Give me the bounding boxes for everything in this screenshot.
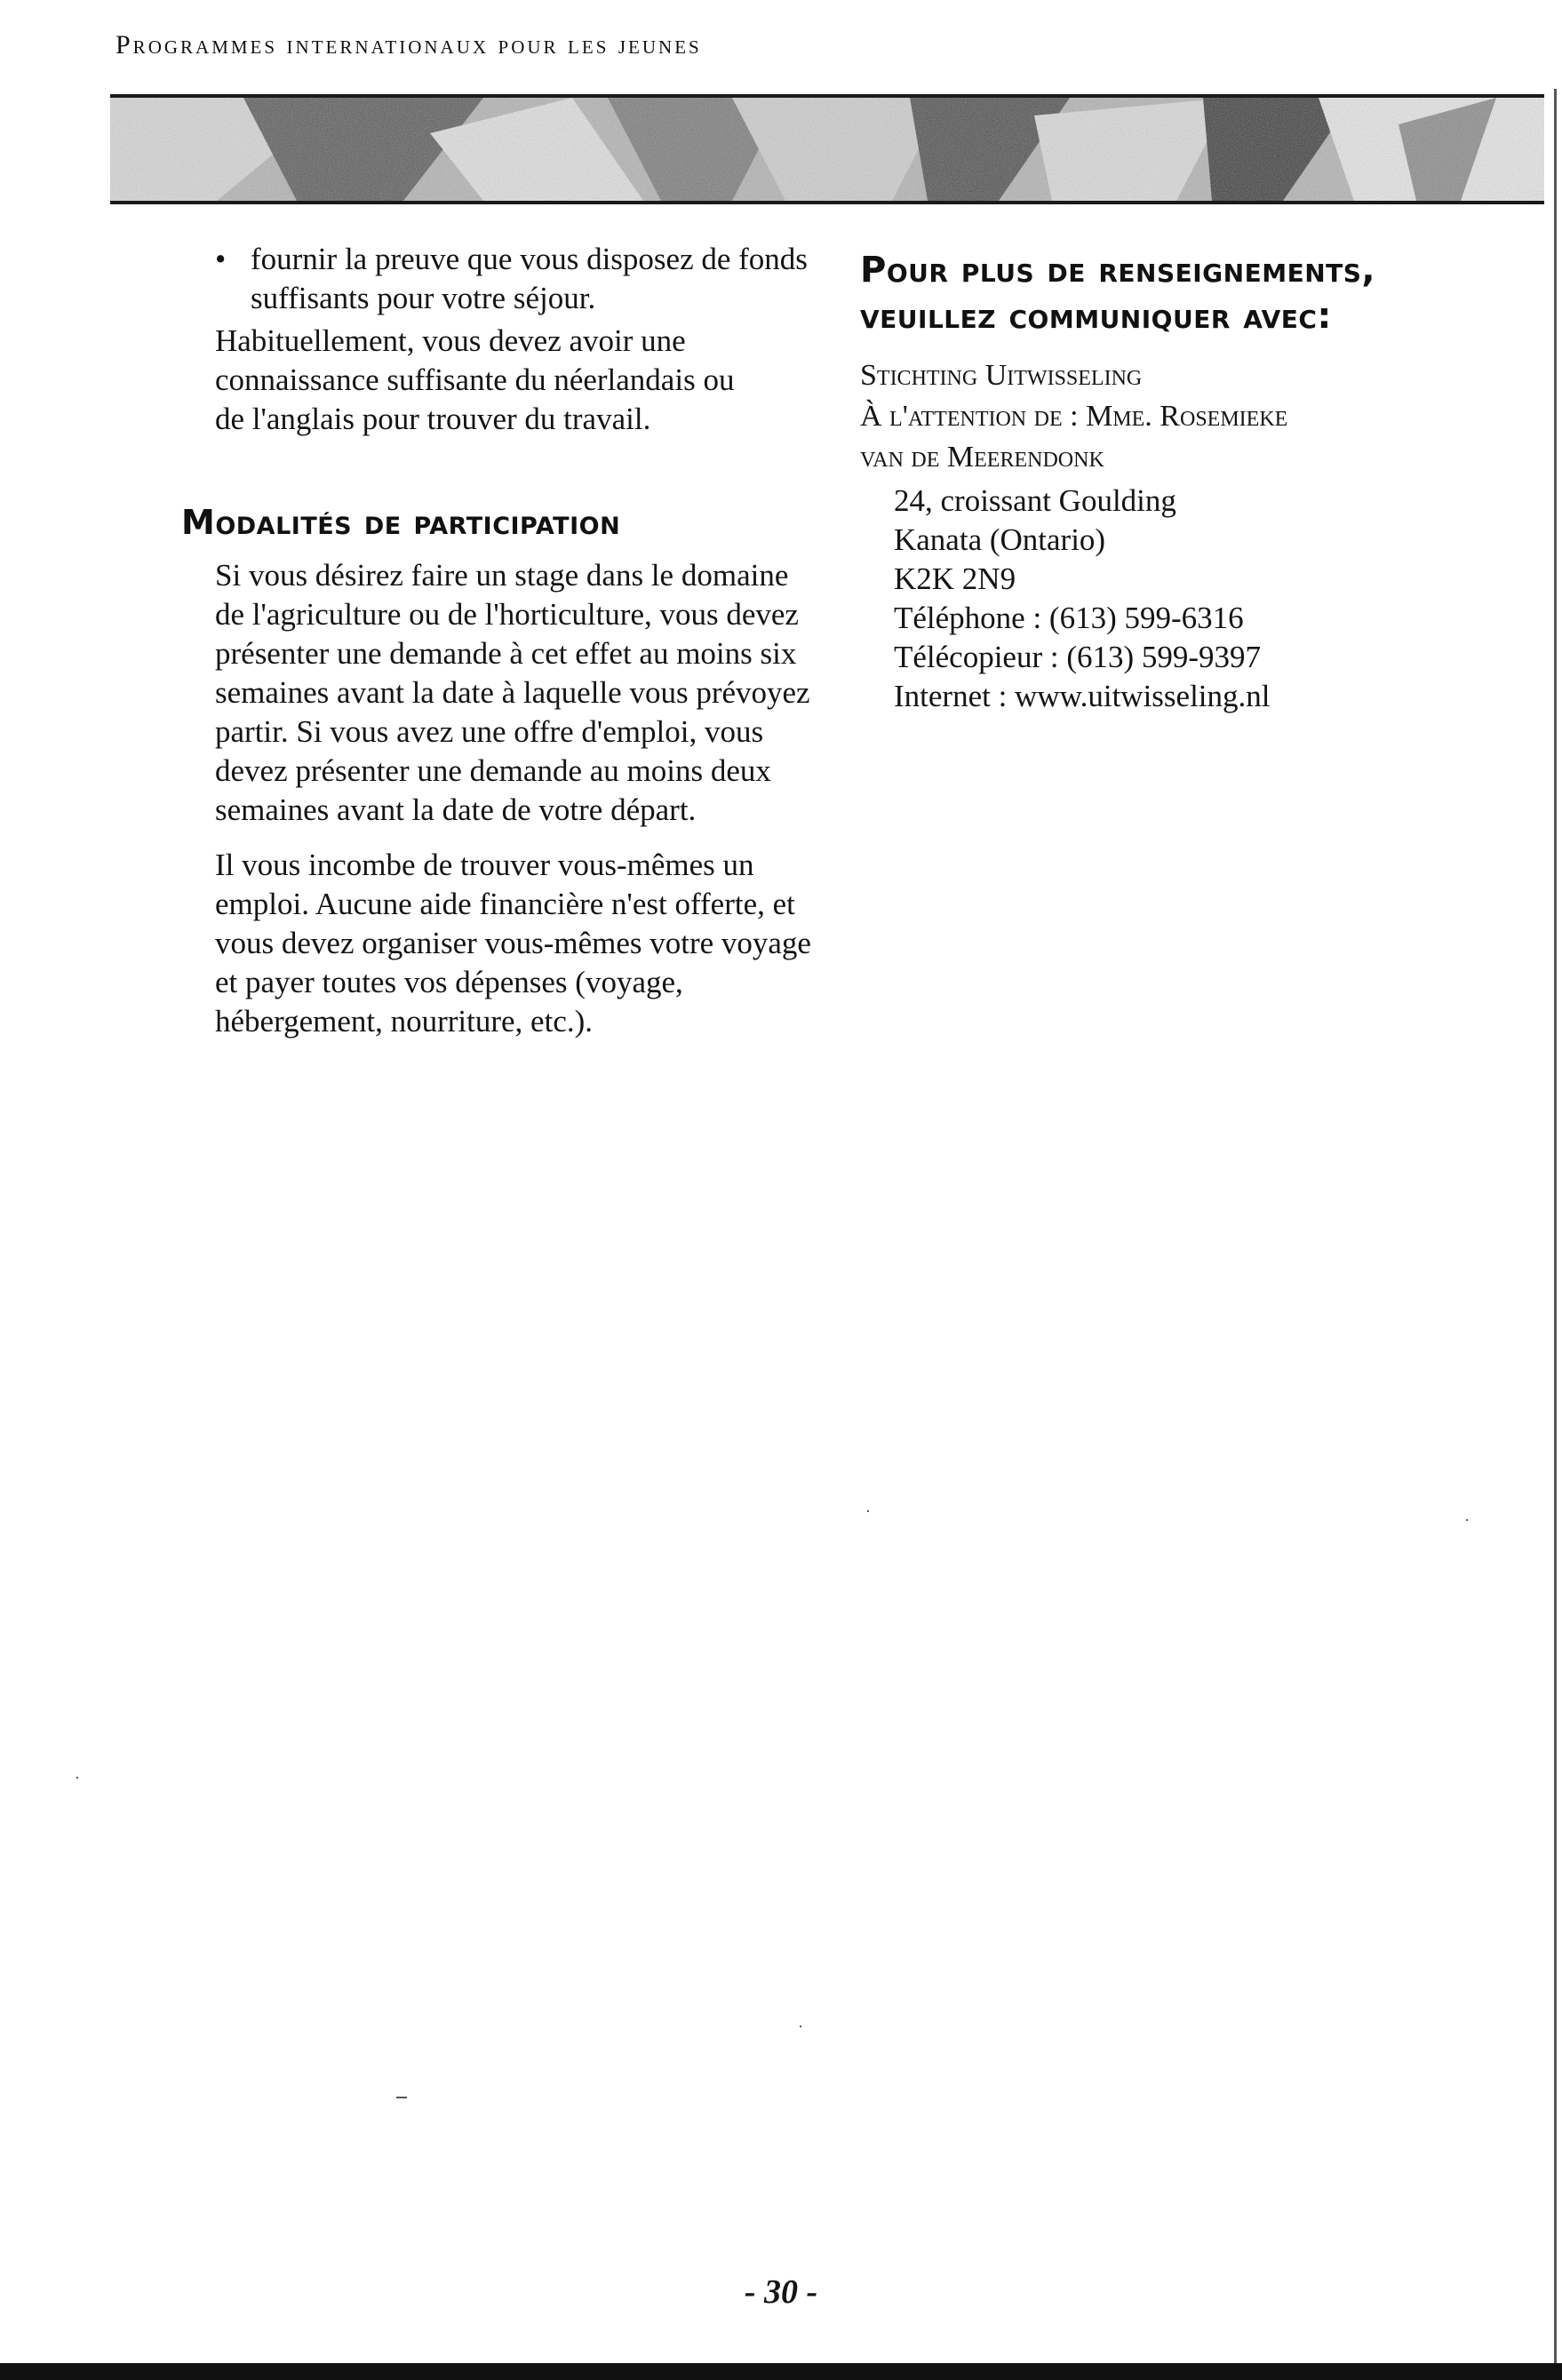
intro-paragraph: Habituellement, vous devez avoir une connaissance suffisante du néerlandais ou de l'anglais pour trouver du travail. [215,323,735,436]
attention-line: À l'attention de : Mme. Rosemieke [860,400,1288,433]
scan-speck [800,2026,801,2027]
scan-speck [1466,1519,1468,1521]
contact-heading-line-1: Pour plus de renseignements, [860,250,1376,291]
running-title: Programmes internationaux pour les jeunes [116,30,702,60]
participation-paragraph-1: Si vous désirez faire un stage dans le domaine de l'agriculture ou de l'horticulture, vous devez présenter une demande à cet effet au moins six semaines avant la date à laquelle vous prévoyez partir. Si vous avez une offre d'emploi, vous devez présenter une demande au moins deux semaines avant la date de votre départ. [215,558,810,827]
page-edge-line [1554,89,1557,2363]
address-block [894,482,1535,716]
section-heading: Modalités de participation [181,503,621,542]
contact-heading-line-2: veuillez communiquer avec: [860,296,1332,337]
decorative-banner [110,94,1544,204]
page-number: - 30 - [744,2273,818,2311]
left-column-body [215,556,819,1057]
scan-speck [76,1777,78,1779]
organization-block [860,355,1535,478]
bullet-text: fournir la preuve que vous disposez de fonds suffisants pour votre séjour. [251,242,808,315]
left-column [215,240,819,455]
website: Internet : www.uitwisseling.nl [894,679,1271,713]
participation-paragraph-2: Il vous incombe de trouver vous-mêmes un emploi. Aucune aide financière n'est offerte, et vous devez organiser vous-mêmes votre voyage et payer toutes vos dépenses (voyage, hébergement, nourriture, etc.). [215,848,811,1039]
city: Kanata (Ontario) [894,522,1106,557]
right-column [860,247,1535,716]
scan-speck [867,1510,869,1512]
scan-bottom-edge [0,2363,1562,2380]
attention-line-cont: van de Meerendonk [860,441,1104,474]
street-address: 24, croissant Goulding [894,483,1176,518]
scan-speck [396,2097,407,2098]
phone-number: Téléphone : (613) 599-6316 [894,601,1244,635]
list-item [215,240,819,318]
fax-number: Télécopieur : (613) 599-9397 [894,640,1262,674]
postal-code: K2K 2N9 [894,561,1016,596]
organization-name: Stichting Uitwisseling [860,359,1143,392]
bullet-icon: • [215,242,227,276]
